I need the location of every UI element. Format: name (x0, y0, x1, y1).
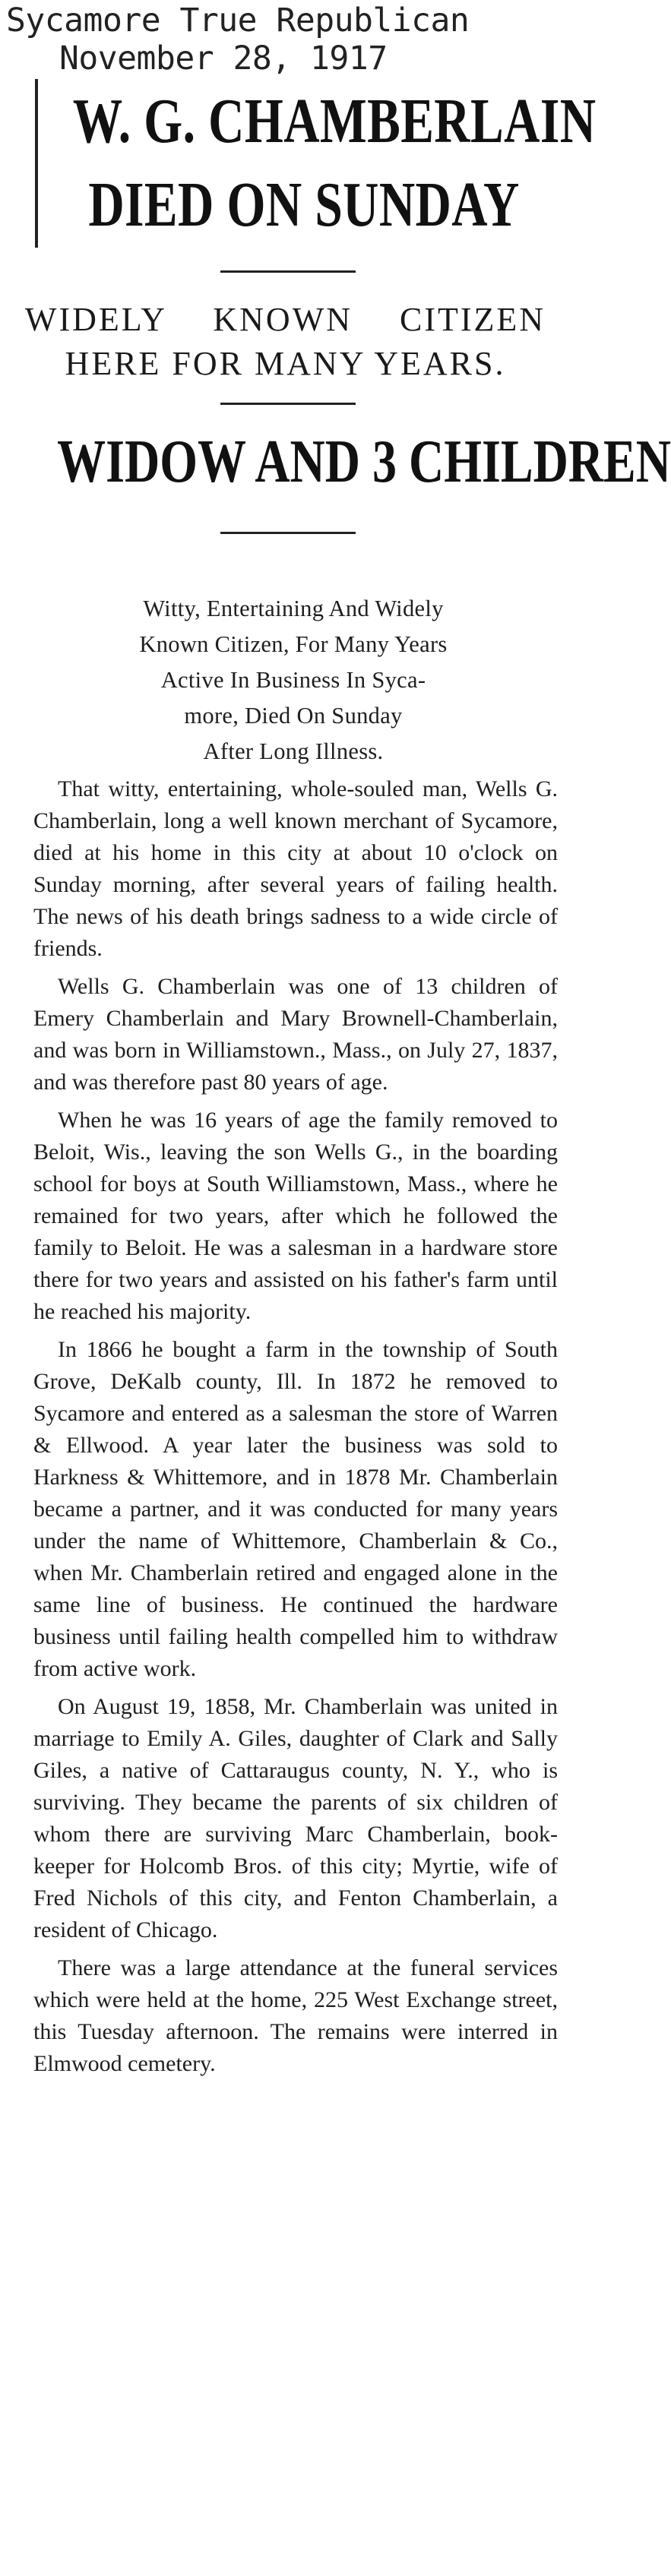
divider-rule-1 (220, 270, 356, 273)
divider-rule-3 (220, 532, 356, 534)
article-body (33, 773, 558, 2086)
publication-date: November 28, 1917 (59, 40, 388, 77)
paragraph: When he was 16 years of age the family removed to Beloit, Wis., leaving the son Wells G., in the boarding school for boys at South Williamstown, Mass., where he remained for two years, after which he followed the family to Beloit. He was a salesman in a hardware store there for two years and assisted on his father's farm until he reached his majority. (33, 1108, 558, 1324)
summary-deck (68, 591, 518, 770)
deck-line-1: WIDELY KNOWN CITIZEN (24, 301, 546, 338)
deck-headline (0, 298, 571, 386)
deck-line-2: HERE FOR MANY YEARS. (65, 345, 506, 382)
summary-line-2: Known Citizen, For Many Years (139, 631, 448, 657)
masthead (0, 2, 577, 77)
paragraph: In 1866 he bought a farm in the township of South Grove, DeKalb county, Ill. In 1872 he removed to Sycamore and entered as a salesman the store of Warren & Ellwood. A year later the business was sold to Harkness & Whittemore, and in 1878 Mr. Chamberlain became a partner, and it was conducted for many years under the name of Whittemore, Chamberlain & Co., when Mr. Chamberlain retired and engaged alone in the same line of business. He continued the hardware business until failing health compelled him to withdraw from active work. (33, 1337, 558, 1681)
summary-line-4: more, Died On Sunday (184, 703, 403, 729)
main-headline (35, 79, 597, 248)
paragraph: There was a large attendance at the funeral services which were held at the home, 225 West Exchange street, this Tuesday afternoon. The remains were interred in Elmwood cemetery. (33, 1955, 558, 2076)
paragraph: Wells G. Chamberlain was one of 13 children of Emery Chamberlain and Mary Brownell-Chamberlain, and was born in Williamstown., Mass., on July 27, 1837, and was therefore past 80 years of age. (33, 974, 558, 1095)
subhead: WIDOW AND 3 CHILDREN (57, 428, 671, 495)
summary-line-3: Active In Business In Syca- (160, 667, 426, 693)
paragraph: That witty, entertaining, whole-souled man, Wells G. Chamberlain, long a well known merchant of Sycamore, died at his home in this city at about 10 o'clock on Sunday morning, after several years of failing health. The news of his death brings sadness to a wide circle of friends. (33, 776, 558, 961)
headline-line-1: W. G. CHAMBERLAIN (72, 86, 597, 156)
paper-name: Sycamore True Republican (6, 2, 470, 40)
summary-line-5: After Long Illness. (203, 738, 384, 764)
headline-line-2: DIED ON SUNDAY (88, 169, 520, 240)
summary-line-1: Witty, Entertaining And Widely (143, 596, 444, 621)
paragraph: On August 19, 1858, Mr. Chamberlain was united in marriage to Emily A. Giles, daughter of Clark and Sally Giles, a native of Cattaraugus county, N. Y., who is surviving. They became the parents of six children of whom there are surviving Marc Chamberlain, book-keeper for Holcomb Bros. of this city; Myrtie, wife of Fred Nichols of this city, and Fenton Chamberlain, a resident of Chicago. (33, 1694, 558, 1942)
divider-rule-2 (220, 403, 356, 405)
